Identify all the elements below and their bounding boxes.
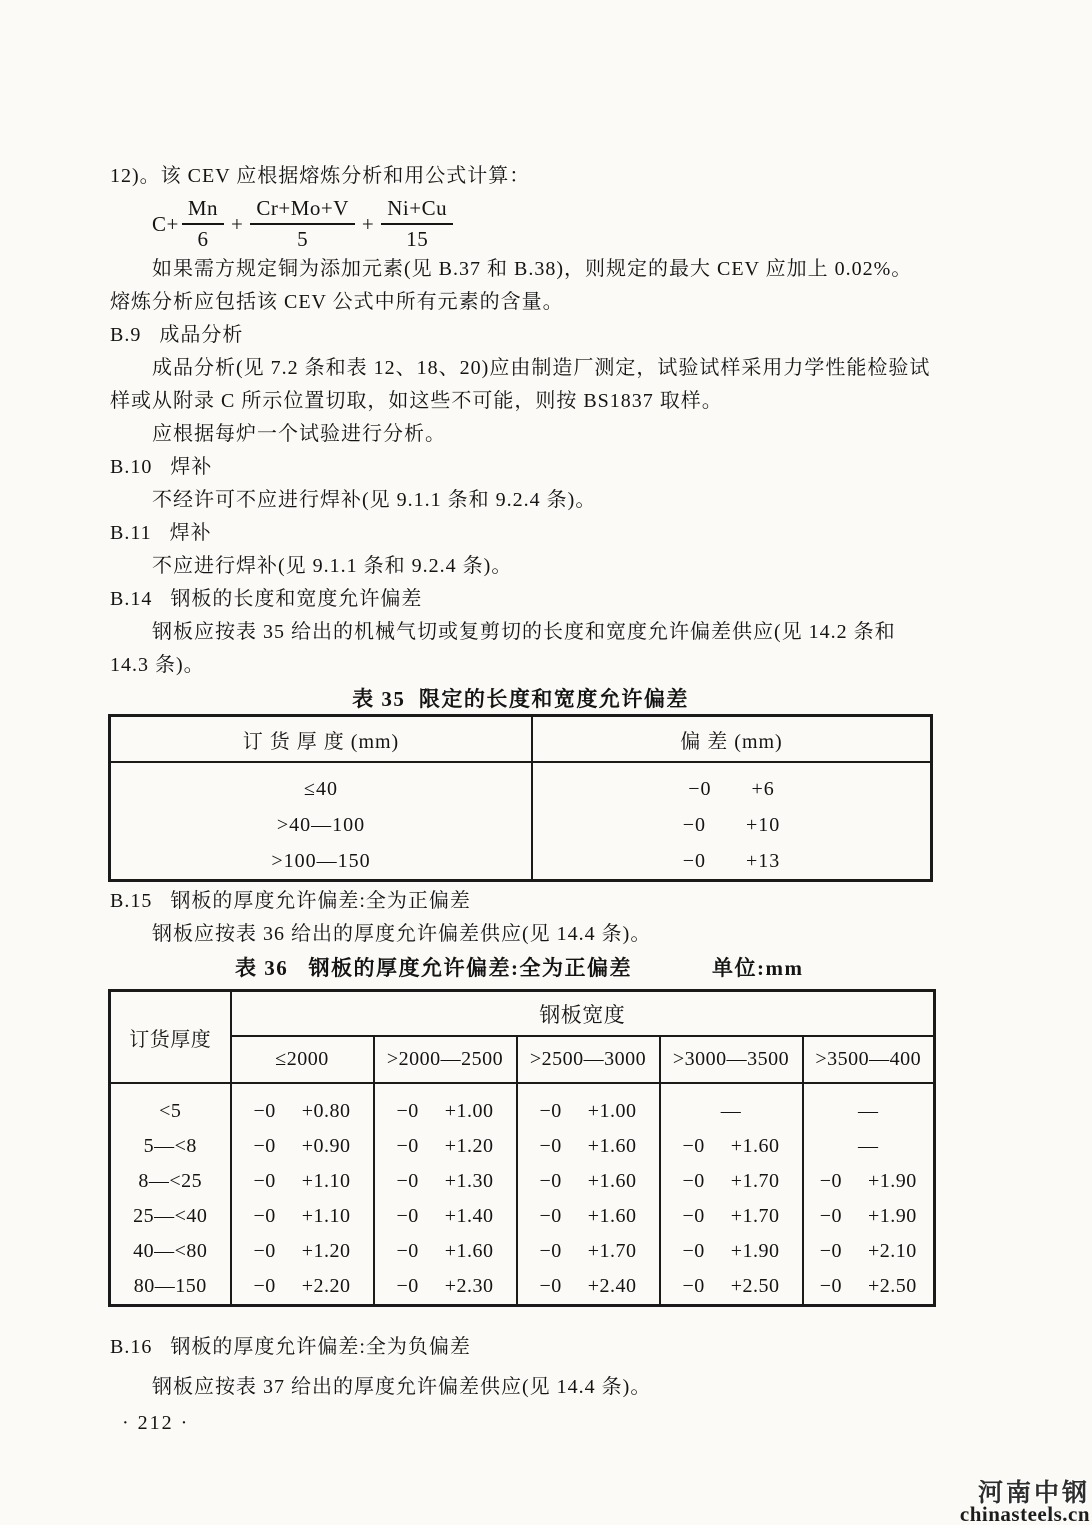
formula-lead: C+ (152, 211, 179, 236)
deviation-cell: — (858, 1100, 879, 1122)
deviation-cell: −0 +2.20 (231, 1269, 374, 1306)
deviation-cell: −0 +1.00 (374, 1083, 517, 1129)
deviation-cell: −0 +1.60 (517, 1129, 660, 1164)
table-row (110, 1269, 935, 1306)
width-header: >3500—400 (803, 1036, 935, 1083)
table-row (110, 762, 932, 807)
deviation-cell: −0 +1.90 (660, 1234, 803, 1269)
table-row (110, 1199, 935, 1234)
table36-width-header-row (110, 1036, 935, 1083)
width-header: >2500—3000 (517, 1036, 660, 1083)
watermark-chinese: 河南中钢 (977, 1480, 1090, 1507)
paragraph: 如果需方规定铜为添加元素(见 B.37 和 B.38)，则规定的最大 CEV 应加上 0.02%。 (152, 258, 913, 280)
intro-line: 12)。该 CEV 应根据熔炼分析和用公式计算： (110, 165, 531, 187)
deviation-cell: −0 +1.20 (231, 1234, 374, 1269)
section-heading-b16: B.16 钢板的厚度允许偏差:全为负偏差 (110, 1336, 471, 1358)
table36-unit-label: 单位:mm (712, 956, 804, 980)
table-row (110, 1129, 935, 1164)
deviation-cell: — (858, 1135, 879, 1157)
formula-plus-1: + (231, 211, 244, 236)
table-row (110, 1164, 935, 1199)
deviation-cell: −0 +1.60 (517, 1199, 660, 1234)
table-row (110, 1083, 935, 1129)
thickness-cell: 8—<25 (110, 1164, 231, 1199)
deviation-cell: −0 +2.40 (517, 1269, 660, 1306)
deviation-cell: −0 +2.50 (660, 1269, 803, 1306)
deviation-cell: −0 +0.80 (231, 1083, 374, 1129)
thickness-cell: 5—<8 (110, 1129, 231, 1164)
deviation-cell: −0 +1.70 (517, 1234, 660, 1269)
paragraph: 熔炼分析应包括该 CEV 公式中所有元素的含量。 (110, 291, 564, 313)
table35-col1-header: 订 货 厚 度 (mm) (110, 716, 533, 763)
deviation-cell: −0 +1.30 (374, 1164, 517, 1199)
deviation-cell: −0 +1.60 (660, 1129, 803, 1164)
deviation-cell: −0 +1.60 (517, 1164, 660, 1199)
deviation-cell: −0 +0.90 (231, 1129, 374, 1164)
deviation-cell: −0 +1.90 (819, 1205, 917, 1227)
deviation-cell: −0 +1.10 (231, 1199, 374, 1234)
paragraph: 成品分析(见 7.2 条和表 12、18、20)应由制造厂测定，试验试样采用力学性能检验试 (152, 357, 931, 379)
paragraph: 钢板应按表 35 给出的机械气切或复剪切的长度和宽度允许偏差供应(见 14.2 条和 (152, 621, 896, 643)
paragraph: 不应进行焊补(见 9.1.1 条和 9.2.4 条)。 (152, 555, 513, 577)
deviation-cell: −0 +1.10 (231, 1164, 374, 1199)
width-header: >3000—3500 (660, 1036, 803, 1083)
deviation-cell: — (660, 1083, 803, 1129)
thickness-cell: >100—150 (110, 843, 533, 881)
deviation-cell: −0 +1.60 (374, 1234, 517, 1269)
section-heading-b9: B.9 成品分析 (110, 324, 244, 346)
paragraph: 样或从附录 C 所示位置切取，如这些不可能，则按 BS1837 取样。 (110, 390, 723, 412)
deviation-cell: −0 +2.10 (819, 1240, 917, 1262)
table35-title: 表 35 限定的长度和宽度允许偏差 (352, 687, 689, 711)
formula-fraction-1: $\frac{Mn}{6}$ (182, 196, 224, 252)
deviation-cell: −0 +6 (688, 777, 775, 800)
thickness-cell: >40—100 (110, 807, 533, 843)
thickness-cell: 40—<80 (110, 1234, 231, 1269)
thickness-cell: 80—150 (110, 1269, 231, 1306)
table-row (110, 807, 932, 843)
formula-plus-2: + (361, 211, 375, 236)
thickness-cell: ≤40 (110, 762, 533, 807)
table35 (108, 714, 933, 882)
deviation-cell: −0 +1.40 (374, 1199, 517, 1234)
watermark-domain: chinasteels.cn (959, 1502, 1090, 1525)
deviation-cell: −0 +13 (682, 849, 781, 872)
table36-span-header-row (110, 991, 935, 1037)
section-heading-b11: B.11 焊补 (110, 522, 212, 544)
formula-fraction-2: $\frac{Cr+Mo+V}{5}$ (250, 196, 355, 252)
section-heading-b14: B.14 钢板的长度和宽度允许偏差 (110, 588, 423, 610)
deviation-cell: −0 +1.70 (660, 1199, 803, 1234)
width-header: >2000—2500 (374, 1036, 517, 1083)
cev-formula (152, 196, 456, 252)
table36-span-header: 钢板宽度 (231, 991, 935, 1037)
section-heading-b10: B.10 焊补 (110, 456, 213, 478)
table36-title: 表 36 钢板的厚度允许偏差:全为正偏差 (235, 956, 632, 980)
deviation-cell: −0 +1.20 (374, 1129, 517, 1164)
deviation-cell: −0 +1.70 (660, 1164, 803, 1199)
paragraph: 钢板应按表 36 给出的厚度允许偏差供应(见 14.4 条)。 (152, 923, 652, 945)
deviation-cell: −0 +2.30 (374, 1269, 517, 1306)
page-number: · 212 · (122, 1412, 190, 1434)
table36-corner-header: 订货厚度 (110, 991, 231, 1084)
table35-header-row (110, 716, 932, 763)
paragraph: 14.3 条)。 (110, 654, 205, 676)
watermark (960, 1481, 1090, 1525)
deviation-cell: −0 +2.50 (819, 1275, 917, 1297)
section-heading-b15: B.15 钢板的厚度允许偏差:全为正偏差 (110, 890, 471, 912)
paragraph: 应根据每炉一个试验进行分析。 (152, 423, 446, 445)
deviation-cell: −0 +1.00 (517, 1083, 660, 1129)
deviation-cell: −0 +1.90 (819, 1170, 917, 1192)
table-row (110, 1234, 935, 1269)
formula-fraction-3: $\frac{Ni+Cu}{15}$ (381, 196, 453, 252)
table35-col2-header: 偏 差 (mm) (532, 716, 932, 763)
table36 (108, 989, 936, 1307)
thickness-cell: 25—<40 (110, 1199, 231, 1234)
thickness-cell: <5 (110, 1083, 231, 1129)
paragraph: 钢板应按表 37 给出的厚度允许偏差供应(见 14.4 条)。 (152, 1376, 652, 1398)
deviation-cell: −0 +10 (682, 813, 781, 836)
table-row (110, 843, 932, 881)
width-header: ≤2000 (231, 1036, 374, 1083)
paragraph: 不经许可不应进行焊补(见 9.1.1 条和 9.2.4 条)。 (152, 489, 597, 511)
